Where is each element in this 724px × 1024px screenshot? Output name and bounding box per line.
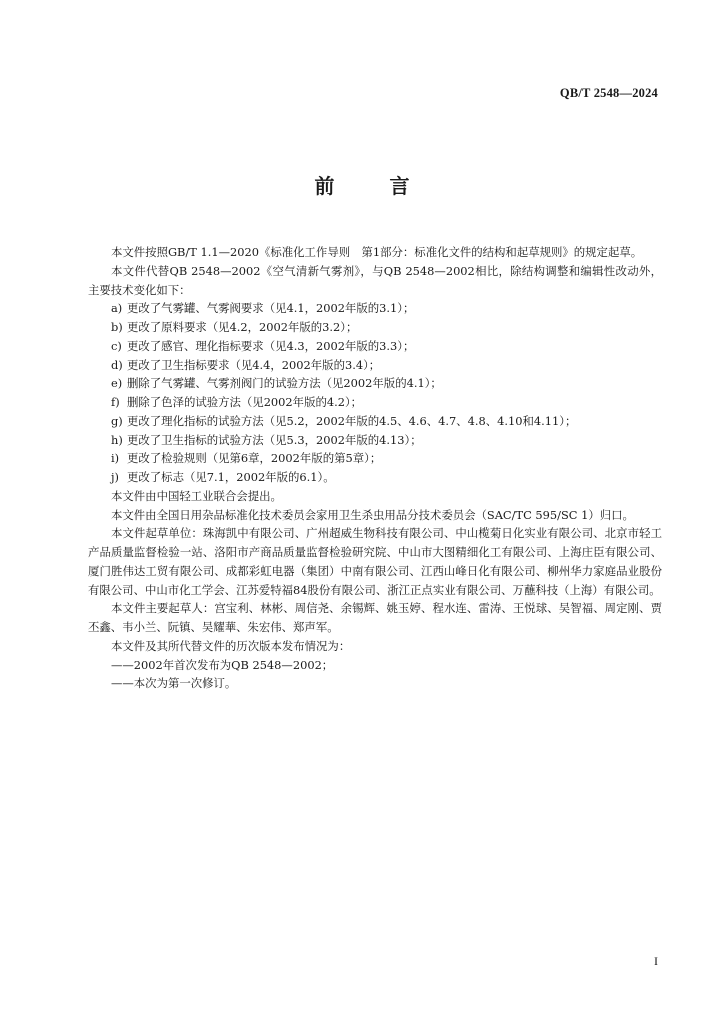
list-item — [88, 356, 662, 375]
list-item — [88, 299, 662, 318]
page-title: 前 言 — [314, 174, 434, 198]
list-item-marker: f) — [111, 395, 120, 409]
paragraph-drafting-rules: 本文件按照GB/T 1.1—2020《标准化工作导则 第1部分：标准化文件的结构和起草规则》的规定起草。 — [111, 245, 643, 259]
paragraph-history-current: ——本次为第一次修订。 — [111, 676, 237, 691]
list-item-text: 更改了卫生指标要求（见4.4，2002年版的3.4）； — [127, 357, 381, 372]
list-item-text: 删除了色泽的试验方法（见2002年版的4.2）； — [127, 395, 363, 409]
foreword-body — [88, 243, 662, 693]
standard-code: QB/T 2548—2024 — [559, 86, 658, 100]
paragraph-drafters: 本文件主要起草人：宫宝利、林彬、周信尧、余锡辉、姚玉婷、程水连、雷涛、王悦球、吴智福、周定刚、贾丕鑫、韦小兰、阮镇、吴耀華、朱宏伟、郑声军。 — [88, 601, 662, 634]
list-item — [88, 468, 662, 487]
list-item-text: 更改了气雾罐、气雾阀要求（见4.1，2002年版的3.1）； — [127, 301, 415, 316]
paragraph-replacement: 本文件代替QB 2548—2002《空气清新气雾剂》，与QB 2548—2002相比，除结构调整和编辑性改动外，主要技术变化如下： — [88, 263, 662, 297]
list-item — [88, 449, 662, 468]
list-item-marker: b) — [111, 320, 123, 334]
list-item-marker: c) — [111, 338, 122, 353]
list-item — [88, 337, 662, 356]
list-item-marker: e) — [111, 376, 123, 391]
list-item-text: 更改了检验规则（见第6章，2002年版的第5章）； — [127, 451, 382, 466]
list-item — [88, 393, 662, 412]
list-item — [88, 374, 662, 393]
list-item-marker: a) — [111, 301, 123, 316]
list-item-text: 更改了标志（见7.1，2002年版的6.1）。 — [127, 470, 335, 484]
paragraph-committee: 本文件由全国日用杂品标准化技术委员会家用卫生杀虫用品分技术委员会（SAC/TC 595/SC 1）归口。 — [111, 507, 634, 522]
list-item-text: 更改了理化指标的试验方法（见5.2，2002年版的4.5、4.6、4.7、4.8、4.10和4.11）； — [127, 413, 577, 428]
paragraph-proposer: 本文件由中国轻工业联合会提出。 — [111, 488, 282, 503]
list-item-marker: g) — [111, 413, 123, 428]
list-item-text: 删除了气雾罐、气雾剂阀门的试验方法（见2002年版的4.1）； — [127, 376, 442, 391]
list-item-marker: h) — [111, 432, 123, 447]
list-item — [88, 412, 662, 431]
list-item-marker: i) — [111, 451, 120, 466]
list-item — [88, 318, 662, 337]
technical-changes-list — [88, 299, 662, 487]
list-item-text: 更改了卫生指标的试验方法（见5.3，2002年版的4.13）； — [127, 432, 422, 447]
list-item — [88, 431, 662, 450]
list-item-text: 更改了原料要求（见4.2，2002年版的3.2）； — [127, 320, 358, 334]
list-item-marker: j) — [111, 470, 119, 484]
paragraph-drafting-units: 本文件起草单位：珠海凯中有限公司、广州超威生物科技有限公司、中山榄菊日化实业有限公司、北京市轻工产品质量监督检验一站、洛阳市产商品质量监督检验研究院、中山市大图精细化工有限公司、上海庄臣有限公司、厦门胜伟达工贸有限公司、成都彩虹电器（集团）中南有限公司、江西山峰日化有限公司、柳州华力家庭品业股份有限公司、中山市化工学会、江苏爱特福84股份有限公司、浙江正点实业有限公司、万蘸科技（上海）有限公司。 — [88, 526, 662, 597]
page-number: I — [654, 954, 658, 968]
paragraph-history-first: ——2002年首次发布为QB 2548—2002； — [111, 657, 334, 672]
list-item-text: 更改了感官、理化指标要求（见4.3，2002年版的3.3）； — [127, 338, 415, 353]
paragraph-history-intro: 本文件及其所代替文件的历次版本发布情况为： — [111, 638, 351, 653]
list-item-marker: d) — [111, 357, 123, 372]
